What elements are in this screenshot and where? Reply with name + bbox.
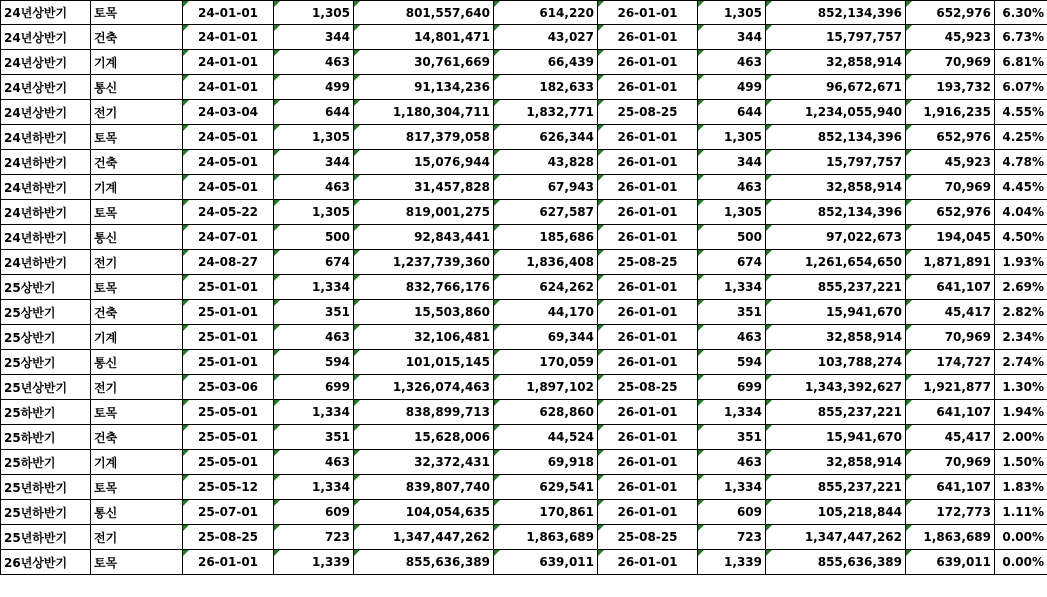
cell-work-type[interactable]: 토목 <box>91 125 183 150</box>
cell-start-amount[interactable]: 838,899,713 <box>354 400 494 425</box>
cell-end-date[interactable]: 25-08-25 <box>598 100 698 125</box>
cell-rate[interactable]: 2.00% <box>995 425 1047 450</box>
cell-start-count[interactable]: 463 <box>274 325 354 350</box>
cell-work-type[interactable]: 건축 <box>91 300 183 325</box>
cell-end-unit[interactable]: 45,923 <box>906 25 995 50</box>
cell-rate[interactable]: 1.83% <box>995 475 1047 500</box>
cell-end-amount[interactable]: 32,858,914 <box>766 325 906 350</box>
cell-start-date[interactable]: 24-07-01 <box>183 225 274 250</box>
cell-end-unit[interactable]: 70,969 <box>906 175 995 200</box>
cell-rate[interactable]: 4.55% <box>995 100 1047 125</box>
cell-period[interactable]: 24년하반기 <box>1 250 91 275</box>
cell-period[interactable]: 25년상반기 <box>1 375 91 400</box>
table-row <box>1 75 1047 100</box>
cell-start-amount[interactable]: 91,134,236 <box>354 75 494 100</box>
cell-start-count[interactable]: 351 <box>274 300 354 325</box>
cell-end-date[interactable]: 26-01-01 <box>598 275 698 300</box>
cell-end-count[interactable]: 499 <box>698 75 766 100</box>
cell-start-amount[interactable]: 32,106,481 <box>354 325 494 350</box>
cell-start-date[interactable]: 24-05-01 <box>183 175 274 200</box>
cell-end-date[interactable]: 26-01-01 <box>598 225 698 250</box>
table-row <box>1 50 1047 75</box>
cell-work-type[interactable]: 전기 <box>91 100 183 125</box>
cell-start-unit[interactable]: 69,344 <box>494 325 598 350</box>
cell-start-date[interactable]: 24-01-01 <box>183 50 274 75</box>
cell-end-count[interactable]: 723 <box>698 525 766 550</box>
cell-end-amount[interactable]: 103,788,274 <box>766 350 906 375</box>
cell-start-count[interactable]: 1,334 <box>274 400 354 425</box>
cell-work-type[interactable]: 통신 <box>91 75 183 100</box>
cell-start-date[interactable]: 25-01-01 <box>183 350 274 375</box>
cell-rate[interactable]: 6.07% <box>995 75 1047 100</box>
cell-start-unit[interactable]: 1,836,408 <box>494 250 598 275</box>
cell-end-unit[interactable]: 652,976 <box>906 1 995 25</box>
cell-start-date[interactable]: 25-05-01 <box>183 450 274 475</box>
cell-start-amount[interactable]: 832,766,176 <box>354 275 494 300</box>
cell-end-count[interactable]: 1,334 <box>698 400 766 425</box>
cell-start-amount[interactable]: 15,076,944 <box>354 150 494 175</box>
cell-end-amount[interactable]: 32,858,914 <box>766 50 906 75</box>
cell-rate[interactable]: 4.78% <box>995 150 1047 175</box>
spreadsheet-body <box>1 1 1047 575</box>
cell-end-count[interactable]: 644 <box>698 100 766 125</box>
cell-end-date[interactable]: 25-08-25 <box>598 525 698 550</box>
table-row <box>1 550 1047 575</box>
cell-rate[interactable]: 2.34% <box>995 325 1047 350</box>
cell-end-amount[interactable]: 852,134,396 <box>766 125 906 150</box>
cell-end-unit[interactable]: 652,976 <box>906 125 995 150</box>
cell-work-type[interactable]: 통신 <box>91 350 183 375</box>
cell-start-date[interactable]: 25-03-06 <box>183 375 274 400</box>
cell-start-unit[interactable]: 44,170 <box>494 300 598 325</box>
cell-start-count[interactable]: 463 <box>274 450 354 475</box>
cell-end-date[interactable]: 26-01-01 <box>598 200 698 225</box>
cell-start-amount[interactable]: 1,326,074,463 <box>354 375 494 400</box>
cell-end-date[interactable]: 26-01-01 <box>598 175 698 200</box>
cell-start-count[interactable]: 500 <box>274 225 354 250</box>
cell-period[interactable]: 24년하반기 <box>1 150 91 175</box>
cell-work-type[interactable]: 기계 <box>91 175 183 200</box>
cell-start-count[interactable]: 674 <box>274 250 354 275</box>
cell-end-amount[interactable]: 852,134,396 <box>766 200 906 225</box>
cell-end-unit[interactable]: 70,969 <box>906 450 995 475</box>
cell-end-date[interactable]: 26-01-01 <box>598 550 698 575</box>
cell-end-amount[interactable]: 32,858,914 <box>766 175 906 200</box>
cell-start-amount[interactable]: 14,801,471 <box>354 25 494 50</box>
table-row <box>1 100 1047 125</box>
cell-end-unit[interactable]: 641,107 <box>906 475 995 500</box>
table-row <box>1 375 1047 400</box>
cell-period[interactable]: 25년하반기 <box>1 500 91 525</box>
cell-end-date[interactable]: 26-01-01 <box>598 425 698 450</box>
cell-end-unit[interactable]: 45,417 <box>906 425 995 450</box>
cell-rate[interactable]: 2.69% <box>995 275 1047 300</box>
cell-end-amount[interactable]: 855,237,221 <box>766 475 906 500</box>
cell-start-date[interactable]: 25-07-01 <box>183 500 274 525</box>
cell-end-count[interactable]: 594 <box>698 350 766 375</box>
cell-start-date[interactable]: 24-05-22 <box>183 200 274 225</box>
cell-start-unit[interactable]: 170,059 <box>494 350 598 375</box>
cell-rate[interactable]: 4.50% <box>995 225 1047 250</box>
cell-end-date[interactable]: 26-01-01 <box>598 75 698 100</box>
cell-start-count[interactable]: 1,305 <box>274 125 354 150</box>
cell-period[interactable]: 24년하반기 <box>1 175 91 200</box>
cell-rate[interactable]: 1.94% <box>995 400 1047 425</box>
cell-start-count[interactable]: 1,334 <box>274 275 354 300</box>
cell-start-date[interactable]: 24-01-01 <box>183 25 274 50</box>
cell-end-date[interactable]: 25-08-25 <box>598 375 698 400</box>
cell-period[interactable]: 25상반기 <box>1 300 91 325</box>
cell-start-date[interactable]: 25-01-01 <box>183 275 274 300</box>
cell-start-amount[interactable]: 32,372,431 <box>354 450 494 475</box>
cell-end-unit[interactable]: 70,969 <box>906 325 995 350</box>
cell-end-unit[interactable]: 174,727 <box>906 350 995 375</box>
cell-work-type[interactable]: 통신 <box>91 500 183 525</box>
cell-work-type[interactable]: 전기 <box>91 375 183 400</box>
cell-end-unit[interactable]: 1,916,235 <box>906 100 995 125</box>
cell-start-date[interactable]: 25-05-01 <box>183 400 274 425</box>
cell-start-amount[interactable]: 801,557,640 <box>354 1 494 25</box>
cell-start-unit[interactable]: 1,832,771 <box>494 100 598 125</box>
cell-period[interactable]: 25년하반기 <box>1 525 91 550</box>
cell-end-amount[interactable]: 15,797,757 <box>766 25 906 50</box>
table-row <box>1 175 1047 200</box>
cell-end-date[interactable]: 25-08-25 <box>598 250 698 275</box>
table-row <box>1 275 1047 300</box>
cell-start-unit[interactable]: 43,027 <box>494 25 598 50</box>
cell-work-type[interactable]: 전기 <box>91 525 183 550</box>
cell-end-date[interactable]: 26-01-01 <box>598 350 698 375</box>
cell-start-count[interactable]: 723 <box>274 525 354 550</box>
cell-end-amount[interactable]: 97,022,673 <box>766 225 906 250</box>
cell-rate[interactable]: 4.45% <box>995 175 1047 200</box>
cell-start-count[interactable]: 609 <box>274 500 354 525</box>
cell-start-amount[interactable]: 1,180,304,711 <box>354 100 494 125</box>
cell-end-count[interactable]: 1,305 <box>698 1 766 25</box>
cell-rate[interactable]: 0.00% <box>995 550 1047 575</box>
cell-end-amount[interactable]: 1,343,392,627 <box>766 375 906 400</box>
cell-end-amount[interactable]: 855,237,221 <box>766 275 906 300</box>
cell-start-date[interactable]: 24-01-01 <box>183 75 274 100</box>
cell-start-date[interactable]: 24-05-01 <box>183 125 274 150</box>
cell-end-unit[interactable]: 45,923 <box>906 150 995 175</box>
cell-work-type[interactable]: 기계 <box>91 325 183 350</box>
cell-end-date[interactable]: 26-01-01 <box>598 125 698 150</box>
cell-end-unit[interactable]: 70,969 <box>906 50 995 75</box>
cell-period[interactable]: 25하반기 <box>1 450 91 475</box>
cell-end-unit[interactable]: 641,107 <box>906 400 995 425</box>
table-row <box>1 325 1047 350</box>
cell-end-count[interactable]: 1,339 <box>698 550 766 575</box>
cell-period[interactable]: 24년상반기 <box>1 75 91 100</box>
cell-start-unit[interactable]: 69,918 <box>494 450 598 475</box>
cell-end-amount[interactable]: 1,261,654,650 <box>766 250 906 275</box>
cell-end-date[interactable]: 26-01-01 <box>598 400 698 425</box>
cell-end-date[interactable]: 26-01-01 <box>598 1 698 25</box>
cell-rate[interactable]: 1.93% <box>995 250 1047 275</box>
cell-end-count[interactable]: 463 <box>698 50 766 75</box>
cell-work-type[interactable]: 기계 <box>91 50 183 75</box>
cell-start-count[interactable]: 594 <box>274 350 354 375</box>
cell-start-count[interactable]: 351 <box>274 425 354 450</box>
cell-work-type[interactable]: 건축 <box>91 150 183 175</box>
cell-start-date[interactable]: 25-01-01 <box>183 325 274 350</box>
cell-start-count[interactable]: 499 <box>274 75 354 100</box>
cell-start-count[interactable]: 1,305 <box>274 1 354 25</box>
cell-start-date[interactable]: 25-01-01 <box>183 300 274 325</box>
table-row <box>1 400 1047 425</box>
cell-end-date[interactable]: 26-01-01 <box>598 25 698 50</box>
cell-end-unit[interactable]: 194,045 <box>906 225 995 250</box>
cell-end-unit[interactable]: 193,732 <box>906 75 995 100</box>
cell-end-count[interactable]: 351 <box>698 300 766 325</box>
cell-work-type[interactable]: 토목 <box>91 275 183 300</box>
cell-rate[interactable]: 6.81% <box>995 50 1047 75</box>
cell-start-unit[interactable]: 43,828 <box>494 150 598 175</box>
table-row <box>1 1 1047 25</box>
cell-start-unit[interactable]: 624,262 <box>494 275 598 300</box>
cell-end-count[interactable]: 609 <box>698 500 766 525</box>
table-row <box>1 350 1047 375</box>
cell-end-date[interactable]: 26-01-01 <box>598 500 698 525</box>
cell-end-amount[interactable]: 855,636,389 <box>766 550 906 575</box>
table-row <box>1 425 1047 450</box>
cell-work-type[interactable]: 기계 <box>91 450 183 475</box>
table-row <box>1 200 1047 225</box>
cell-end-count[interactable]: 1,334 <box>698 275 766 300</box>
cell-start-amount[interactable]: 839,807,740 <box>354 475 494 500</box>
cell-start-amount[interactable]: 1,347,447,262 <box>354 525 494 550</box>
cell-period[interactable]: 24년상반기 <box>1 100 91 125</box>
table-row <box>1 500 1047 525</box>
cell-end-date[interactable]: 26-01-01 <box>598 300 698 325</box>
cell-work-type[interactable]: 토목 <box>91 475 183 500</box>
cell-rate[interactable]: 6.30% <box>995 1 1047 25</box>
cell-rate[interactable]: 4.04% <box>995 200 1047 225</box>
cell-end-count[interactable]: 463 <box>698 325 766 350</box>
cell-end-unit[interactable]: 652,976 <box>906 200 995 225</box>
table-row <box>1 125 1047 150</box>
cell-period[interactable]: 24년하반기 <box>1 225 91 250</box>
cell-rate[interactable]: 1.50% <box>995 450 1047 475</box>
cell-rate[interactable]: 2.74% <box>995 350 1047 375</box>
table-row <box>1 525 1047 550</box>
cell-work-type[interactable]: 통신 <box>91 225 183 250</box>
cell-start-date[interactable]: 24-05-01 <box>183 150 274 175</box>
table-row <box>1 450 1047 475</box>
cell-end-count[interactable]: 1,334 <box>698 475 766 500</box>
cell-start-amount[interactable]: 104,054,635 <box>354 500 494 525</box>
cell-start-date[interactable]: 25-05-12 <box>183 475 274 500</box>
cell-start-unit[interactable]: 628,860 <box>494 400 598 425</box>
cell-end-date[interactable]: 26-01-01 <box>598 450 698 475</box>
cell-start-amount[interactable]: 1,237,739,360 <box>354 250 494 275</box>
cell-start-date[interactable]: 25-08-25 <box>183 525 274 550</box>
cell-rate[interactable]: 4.25% <box>995 125 1047 150</box>
cell-end-amount[interactable]: 1,234,055,940 <box>766 100 906 125</box>
cell-period[interactable]: 24년상반기 <box>1 25 91 50</box>
cell-period[interactable]: 24년상반기 <box>1 50 91 75</box>
cell-start-unit[interactable]: 170,861 <box>494 500 598 525</box>
cell-end-unit[interactable]: 1,863,689 <box>906 525 995 550</box>
cell-start-count[interactable]: 1,334 <box>274 475 354 500</box>
cell-end-amount[interactable]: 15,941,670 <box>766 300 906 325</box>
table-row <box>1 150 1047 175</box>
table-row <box>1 25 1047 50</box>
cell-start-count[interactable]: 344 <box>274 25 354 50</box>
cell-work-type[interactable]: 건축 <box>91 25 183 50</box>
cell-end-count[interactable]: 344 <box>698 150 766 175</box>
cell-work-type[interactable]: 토목 <box>91 400 183 425</box>
cell-period[interactable]: 24년하반기 <box>1 125 91 150</box>
cell-end-unit[interactable]: 639,011 <box>906 550 995 575</box>
cell-start-count[interactable]: 463 <box>274 50 354 75</box>
cell-end-amount[interactable]: 852,134,396 <box>766 1 906 25</box>
cell-start-amount[interactable]: 92,843,441 <box>354 225 494 250</box>
cell-start-unit[interactable]: 626,344 <box>494 125 598 150</box>
cell-end-count[interactable]: 699 <box>698 375 766 400</box>
cell-period[interactable]: 25상반기 <box>1 275 91 300</box>
cell-start-amount[interactable]: 819,001,275 <box>354 200 494 225</box>
cell-end-count[interactable]: 463 <box>698 175 766 200</box>
cell-end-count[interactable]: 463 <box>698 450 766 475</box>
cell-period[interactable]: 25하반기 <box>1 400 91 425</box>
cell-work-type[interactable]: 토목 <box>91 200 183 225</box>
cell-start-unit[interactable]: 182,633 <box>494 75 598 100</box>
cell-period[interactable]: 25년하반기 <box>1 475 91 500</box>
cell-end-count[interactable]: 500 <box>698 225 766 250</box>
cell-end-amount[interactable]: 32,858,914 <box>766 450 906 475</box>
cell-start-count[interactable]: 463 <box>274 175 354 200</box>
cell-end-count[interactable]: 1,305 <box>698 125 766 150</box>
cell-start-amount[interactable]: 15,503,860 <box>354 300 494 325</box>
cell-work-type[interactable]: 토목 <box>91 1 183 25</box>
cell-start-unit[interactable]: 1,897,102 <box>494 375 598 400</box>
cell-start-amount[interactable]: 817,379,058 <box>354 125 494 150</box>
cell-end-count[interactable]: 1,305 <box>698 200 766 225</box>
cell-end-unit[interactable]: 45,417 <box>906 300 995 325</box>
cell-period[interactable]: 26년상반기 <box>1 550 91 575</box>
cell-end-count[interactable]: 351 <box>698 425 766 450</box>
cell-start-amount[interactable]: 855,636,389 <box>354 550 494 575</box>
cell-start-unit[interactable]: 639,011 <box>494 550 598 575</box>
cell-period[interactable]: 25상반기 <box>1 350 91 375</box>
cell-end-date[interactable]: 26-01-01 <box>598 150 698 175</box>
cell-period[interactable]: 25상반기 <box>1 325 91 350</box>
cell-period[interactable]: 25하반기 <box>1 425 91 450</box>
cell-end-unit[interactable]: 172,773 <box>906 500 995 525</box>
cell-rate[interactable]: 0.00% <box>995 525 1047 550</box>
cell-work-type[interactable]: 전기 <box>91 250 183 275</box>
cell-end-count[interactable]: 344 <box>698 25 766 50</box>
cell-start-amount[interactable]: 101,015,145 <box>354 350 494 375</box>
cell-start-unit[interactable]: 629,541 <box>494 475 598 500</box>
cell-start-amount[interactable]: 15,628,006 <box>354 425 494 450</box>
cell-rate[interactable]: 2.82% <box>995 300 1047 325</box>
cell-end-amount[interactable]: 96,672,671 <box>766 75 906 100</box>
cell-start-date[interactable]: 25-05-01 <box>183 425 274 450</box>
table-row <box>1 250 1047 275</box>
cell-start-date[interactable]: 26-01-01 <box>183 550 274 575</box>
cell-end-amount[interactable]: 1,347,447,262 <box>766 525 906 550</box>
cell-start-date[interactable]: 24-01-01 <box>183 1 274 25</box>
cell-start-unit[interactable]: 185,686 <box>494 225 598 250</box>
cell-end-amount[interactable]: 855,237,221 <box>766 400 906 425</box>
cell-start-unit[interactable]: 614,220 <box>494 1 598 25</box>
cell-start-amount[interactable]: 30,761,669 <box>354 50 494 75</box>
cell-work-type[interactable]: 토목 <box>91 550 183 575</box>
cell-rate[interactable]: 1.11% <box>995 500 1047 525</box>
cell-start-amount[interactable]: 31,457,828 <box>354 175 494 200</box>
table-row <box>1 475 1047 500</box>
cell-end-amount[interactable]: 15,941,670 <box>766 425 906 450</box>
cell-start-unit[interactable]: 627,587 <box>494 200 598 225</box>
cell-end-unit[interactable]: 1,871,891 <box>906 250 995 275</box>
cell-start-count[interactable]: 699 <box>274 375 354 400</box>
cell-start-unit[interactable]: 1,863,689 <box>494 525 598 550</box>
cell-start-date[interactable]: 24-03-04 <box>183 100 274 125</box>
cell-end-amount[interactable]: 105,218,844 <box>766 500 906 525</box>
cell-start-unit[interactable]: 67,943 <box>494 175 598 200</box>
cell-start-count[interactable]: 644 <box>274 100 354 125</box>
cell-start-count[interactable]: 344 <box>274 150 354 175</box>
cell-start-unit[interactable]: 66,439 <box>494 50 598 75</box>
cell-work-type[interactable]: 건축 <box>91 425 183 450</box>
cell-end-unit[interactable]: 641,107 <box>906 275 995 300</box>
table-row <box>1 300 1047 325</box>
cell-start-date[interactable]: 24-08-27 <box>183 250 274 275</box>
cell-start-count[interactable]: 1,305 <box>274 200 354 225</box>
cell-end-date[interactable]: 26-01-01 <box>598 50 698 75</box>
cell-rate[interactable]: 6.73% <box>995 25 1047 50</box>
cell-end-count[interactable]: 674 <box>698 250 766 275</box>
table-row <box>1 225 1047 250</box>
cell-end-unit[interactable]: 1,921,877 <box>906 375 995 400</box>
cell-period[interactable]: 24년상반기 <box>1 1 91 25</box>
cell-end-amount[interactable]: 15,797,757 <box>766 150 906 175</box>
cell-start-unit[interactable]: 44,524 <box>494 425 598 450</box>
cell-period[interactable]: 24년하반기 <box>1 200 91 225</box>
cell-rate[interactable]: 1.30% <box>995 375 1047 400</box>
cell-start-count[interactable]: 1,339 <box>274 550 354 575</box>
cell-end-date[interactable]: 26-01-01 <box>598 325 698 350</box>
cell-end-date[interactable]: 26-01-01 <box>598 475 698 500</box>
